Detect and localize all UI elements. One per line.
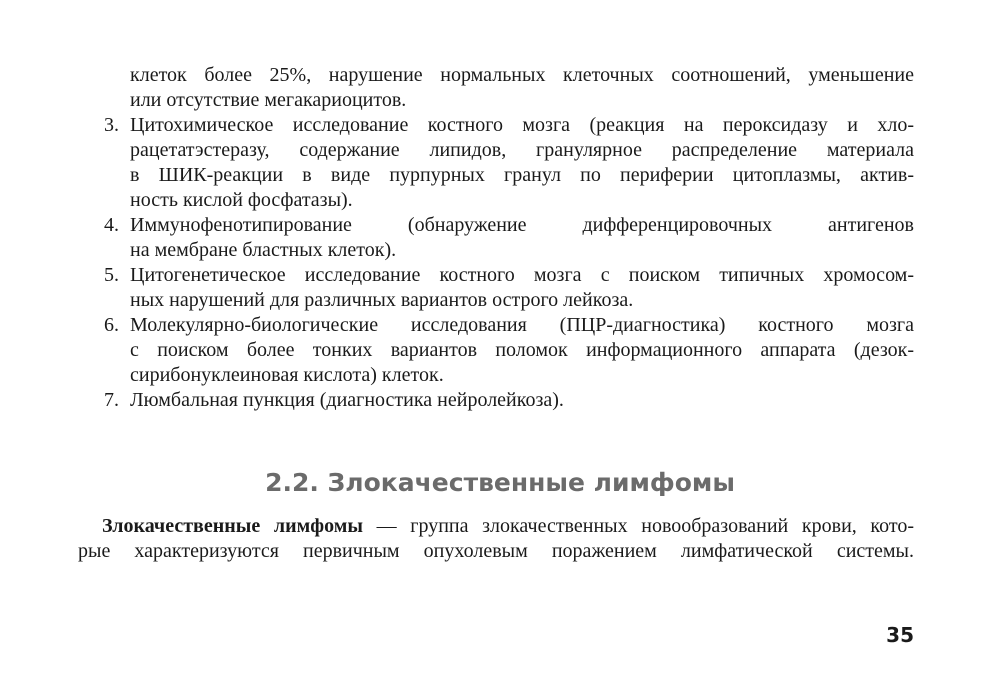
definition-text: — группа злокачественных новообразований крови, кото- [362,515,914,537]
list-item-5 [0,263,1000,313]
list-item-7 [0,388,1000,413]
list-item-text [130,313,914,388]
paragraph-line-2 [78,539,914,564]
text-line: Иммунофенотипирование (обнаружение дифференцировочных антигенов [130,214,914,236]
text-line: сирибонуклеиновая кислота) клеток. [130,364,444,386]
text-line: ность кислой фосфатазы). [130,189,353,211]
numbered-list [0,113,1000,413]
text-line: в ШИК-реакции в виде пурпурных гранул по периферии цитоплазмы, актив- [130,164,914,186]
list-item-3 [0,113,1000,213]
text-line: рацетатэстеразу, содержание липидов, гранулярное распределение материала [130,139,914,161]
text-line: Люмбальная пункция (диагностика нейролейкоза). [130,389,564,411]
list-item-text [130,388,914,413]
text-line: на мембране бластных клеток). [130,239,397,261]
page-number: 35 [886,623,914,647]
continuation-line: клеток более 25%, нарушение нормальных клеточных соотношений, уменьшение [130,64,914,86]
paragraph-line-1 [78,514,914,539]
text-line [102,514,914,539]
list-item-text [130,113,914,213]
text-line: с поиском более тонких вариантов поломок информационного аппарата (дезок- [130,339,914,361]
list-item-number: 7. [104,389,119,411]
list-item-4 [0,213,1000,263]
list-item-6 [0,313,1000,388]
section-heading: 2.2. Злокачественные лимфомы [265,468,735,497]
text-line: ных нарушений для различных вариантов острого лейкоза. [130,289,634,311]
list-item-number: 3. [104,114,119,136]
text-line: рые характеризуются первичным опухолевым поражением лимфатической системы. [78,540,914,562]
list-item-number: 6. [104,314,119,336]
list-item-number: 4. [104,214,119,236]
list-item-text [130,213,914,263]
continuation-text [130,63,914,113]
text-line: Цитогенетическое исследование костного мозга с поиском типичных хромосом- [130,264,914,286]
list-item-text [130,263,914,313]
text-line: Цитохимическое исследование костного мозга (реакция на пероксидазу и хло- [130,114,914,136]
continuation-line: или отсутствие мегакариоцитов. [130,89,407,111]
defined-term: Злокачественные лимфомы [102,515,363,537]
list-item-number: 5. [104,264,119,286]
text-line: Молекулярно-биологические исследования (ПЦР-диагностика) костного мозга [130,314,914,336]
